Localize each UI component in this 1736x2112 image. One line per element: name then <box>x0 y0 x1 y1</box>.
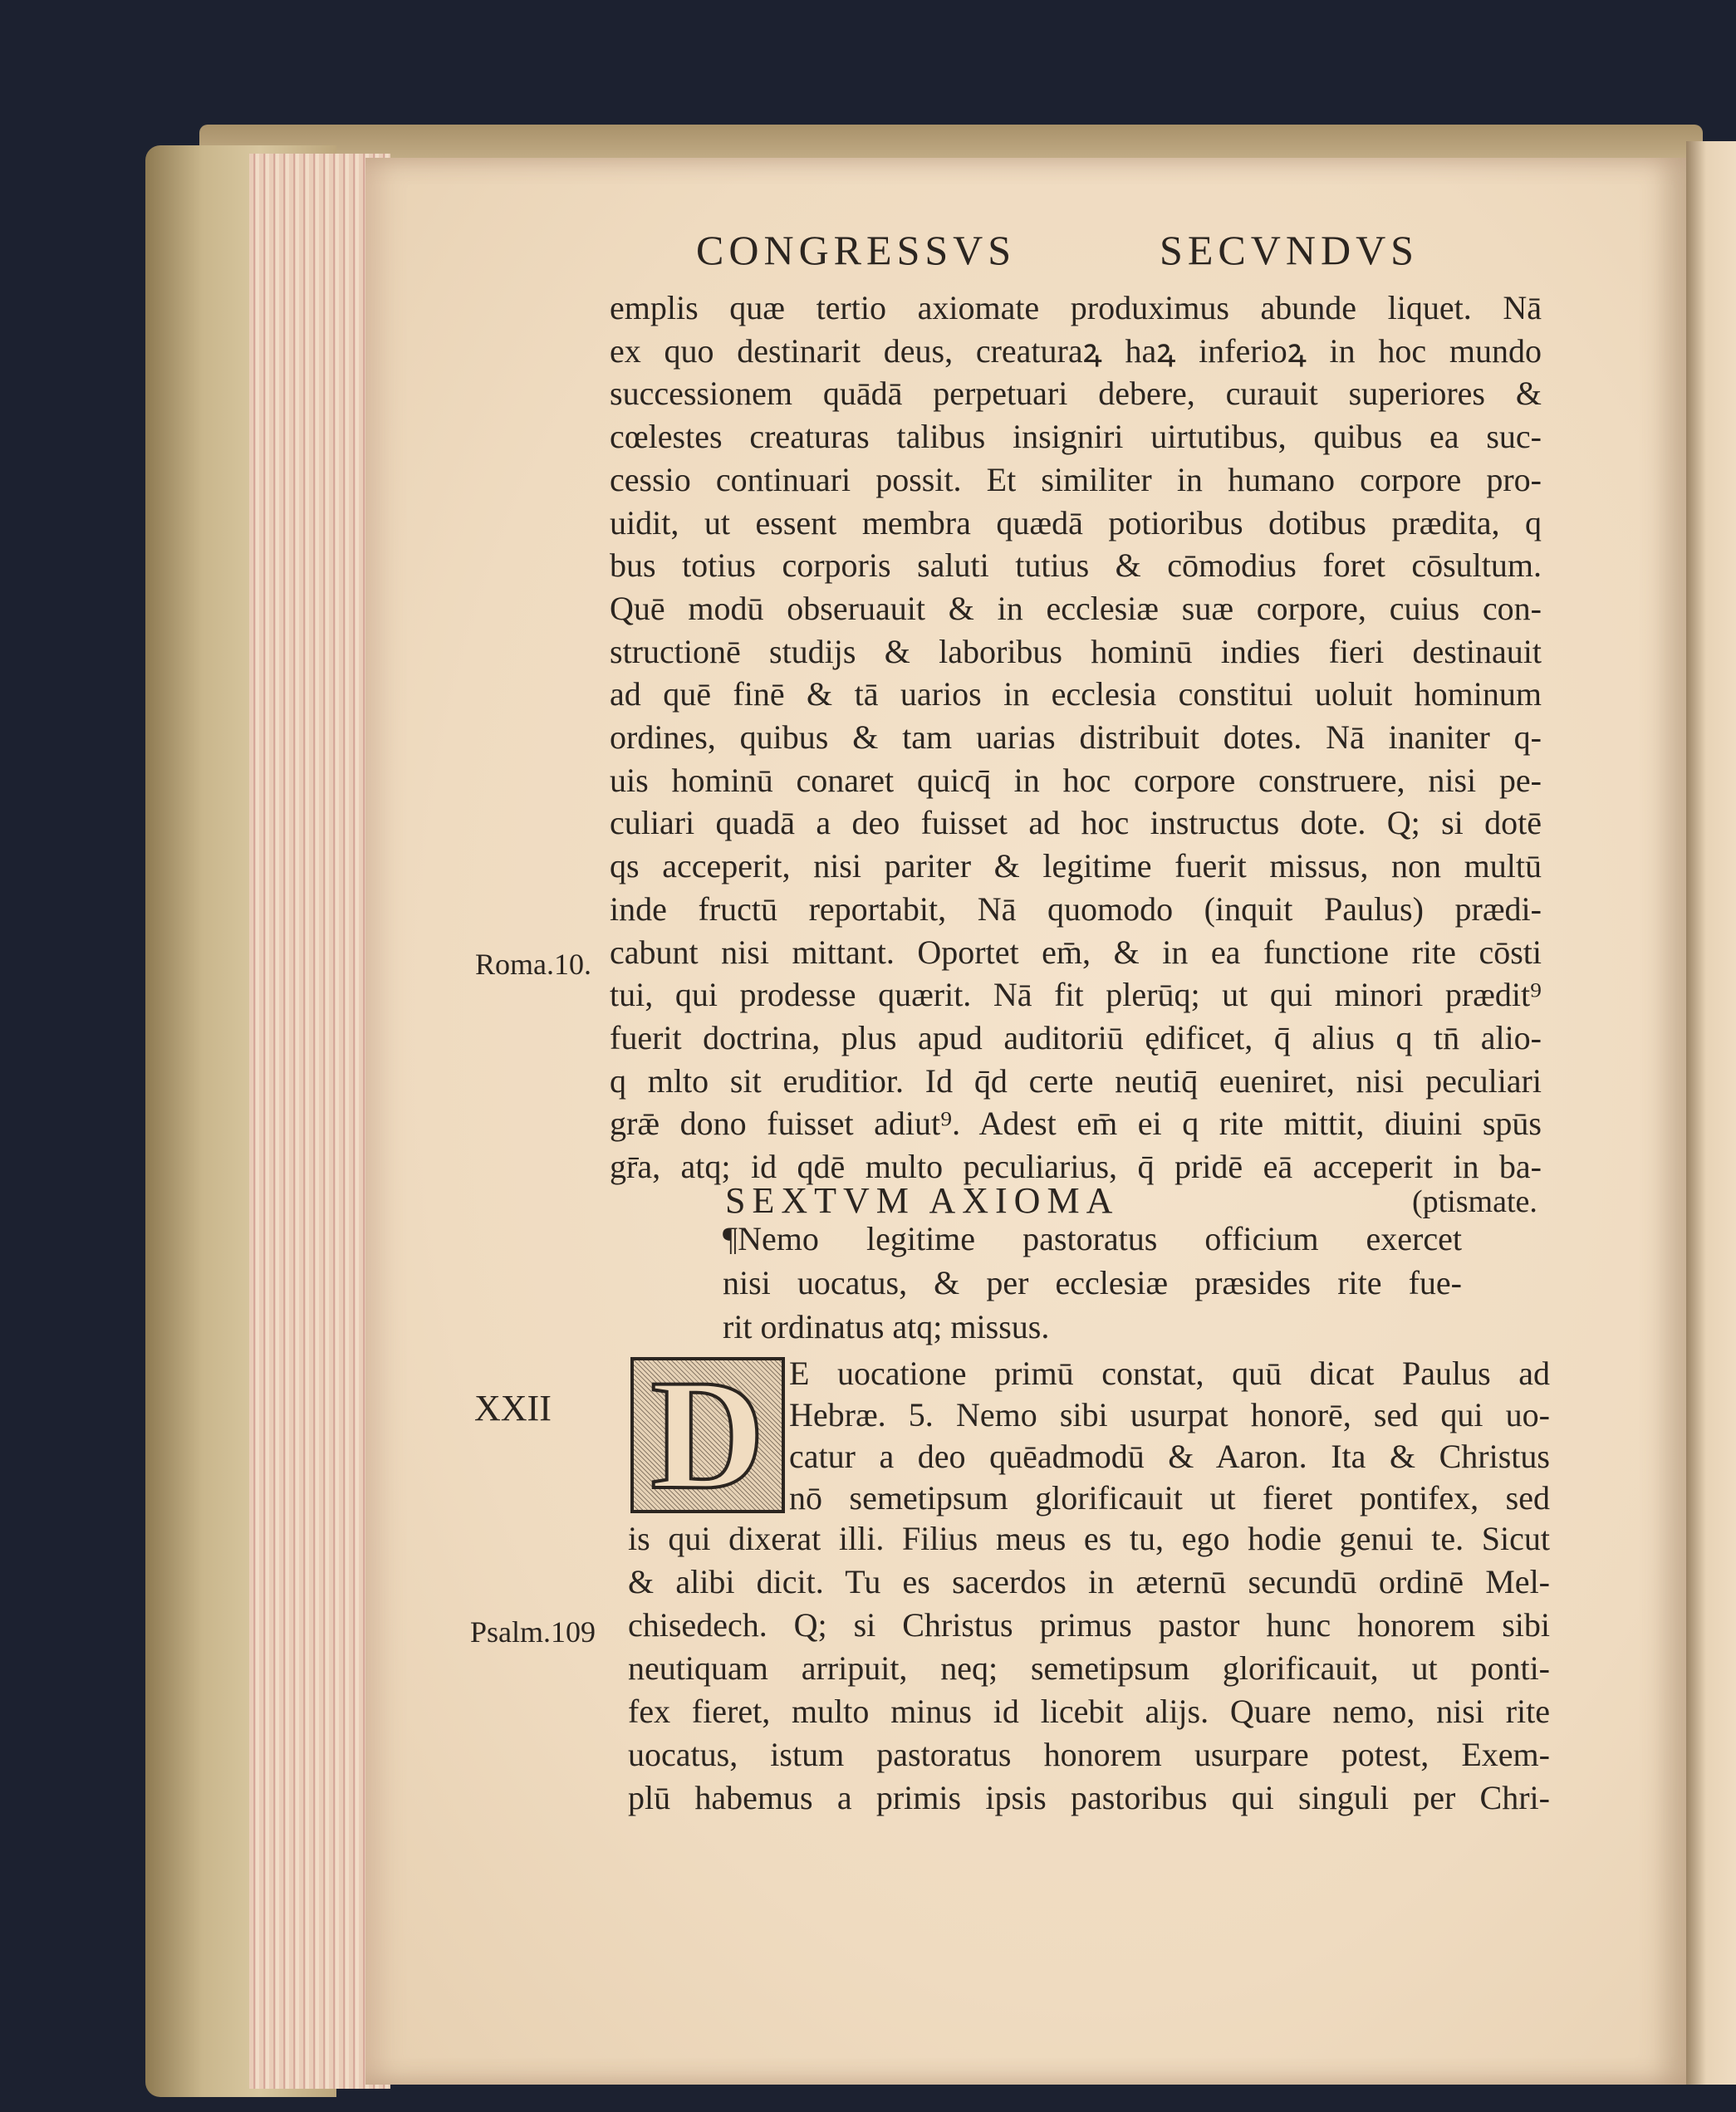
text-line: ex quo destinarit deus, creaturaꝝ haꝝ inferioꝝ in hoc mundo <box>610 331 1542 370</box>
text-line: uidit, ut essent membra quædā potioribus dotibus prædita, q <box>610 503 1542 541</box>
text-line: cessio continuari possit. Et similiter in humano corpore pro- <box>610 460 1542 498</box>
text-line: rit ordinatus atq; missus. <box>723 1308 1050 1345</box>
margin-note-psalm: Psalm.109 <box>470 1615 596 1649</box>
text-line: ad quē finē & tā uarios in ecclesia constitui uoluit hominum <box>610 675 1542 713</box>
text-line: fex fieret, multo minus id licebit alijs. Quare nemo, nisi rite <box>628 1693 1550 1730</box>
text-line: & alibi dicit. Tu es sacerdos in æternū secundū ordinē Mel- <box>628 1563 1550 1600</box>
text-line: plū habemus a primis ipsis pastoribus qui singuli per Chri- <box>628 1779 1550 1816</box>
text-line: ordines, quibus & tam uarias distribuit dotes. Nā inaniter q- <box>610 718 1542 756</box>
text-line: Hebræ. 5. Nemo sibi usurpat honorē, sed qui uo- <box>789 1396 1550 1433</box>
text-line: inde fructū reportabit, Nā quomodo (inquit Paulus) prædi- <box>610 889 1542 928</box>
text-line: E uocatione primū constat, quū dicat Paulus ad <box>789 1355 1550 1392</box>
text-line: catur a deo quēadmodū & Aaron. Ita & Christus <box>789 1438 1550 1475</box>
text-line: grǣ dono fuisset adiut⁹. Adest em̄ ei q rite mittit, diuini spūs <box>610 1105 1542 1143</box>
axiom-title: SEXTVM AXIOMA <box>725 1180 1120 1221</box>
text-line: nisi uocatus, & per ecclesiæ præsides rite fue- <box>723 1264 1462 1301</box>
text-line: nō semetipsum glorificauit ut fieret pontifex, sed <box>789 1479 1550 1517</box>
facing-page-edge <box>1686 141 1736 2085</box>
text-line: ¶Nemo legitime pastoratus officium exercet <box>723 1220 1462 1257</box>
text-line: emplis quæ tertio axiomate produximus abunde liquet. Nā <box>610 289 1542 326</box>
text-line: uis hominū conaret quicq̄ in hoc corpore construere, nisi pe- <box>610 761 1542 799</box>
text-line: Quē modū obseruauit & in ecclesiæ suæ corpore, cuius con- <box>610 589 1542 627</box>
text-line: qs acceperit, nisi pariter & legitime fuerit missus, non multū <box>610 847 1542 885</box>
text-line: successionem quādā perpetuari debere, curauit superiores & <box>610 375 1542 413</box>
axiom-title-continuation: (ptismate. <box>1412 1184 1537 1219</box>
text-line: cœlestes creaturas talibus insigniri uirtutibus, quibus ea suc- <box>610 418 1542 456</box>
margin-note-roma: Roma.10. <box>475 948 591 981</box>
text-line: fuerit doctrina, plus apud auditoriū ędificet, q̄ alius q tn̄ alio- <box>610 1018 1542 1056</box>
text-line: structionē studijs & laboribus hominū indies fieri destinauit <box>610 632 1542 670</box>
text-line: uocatus, istum pastoratus honorem usurpare potest, Exem- <box>628 1736 1550 1773</box>
text-line: chisedech. Q; si Christus primus pastor hunc honorem sibi <box>628 1606 1550 1644</box>
text-line: neutiquam arripuit, neq; semetipsum glorificauit, ut ponti- <box>628 1649 1550 1687</box>
text-line: tui, qui prodesse quærit. Nā fit plerūq; ut qui minori prædit⁹ <box>610 976 1542 1014</box>
running-header: CONGRESSVS SECVNDVS <box>696 227 1419 273</box>
text-line: is qui dixerat illi. Filius meus es tu, ego hodie genui te. Sicut <box>628 1520 1550 1557</box>
text-line: gr̄a, atq; id qdē multo peculiarius, q̄ pridē eā acceperit in ba- <box>610 1148 1542 1185</box>
text-line: bus totius corporis saluti tutius & cōmodius foret cōsultum. <box>610 546 1542 585</box>
text-line: culiari quadā a deo fuisset ad hoc instructus dote. Q; si dotē <box>610 804 1542 842</box>
decorated-initial <box>630 1348 785 1522</box>
drop-cap-letter: D <box>650 1348 765 1522</box>
text-line: q mlto sit eruditior. Id q̄d certe neutiq̄ eueniret, nisi peculiari <box>610 1061 1542 1100</box>
margin-note-chapter: XXII <box>474 1388 552 1428</box>
text-line: cabunt nisi mittant. Oportet em̄, & in ea functione rite cōsti <box>610 933 1542 971</box>
